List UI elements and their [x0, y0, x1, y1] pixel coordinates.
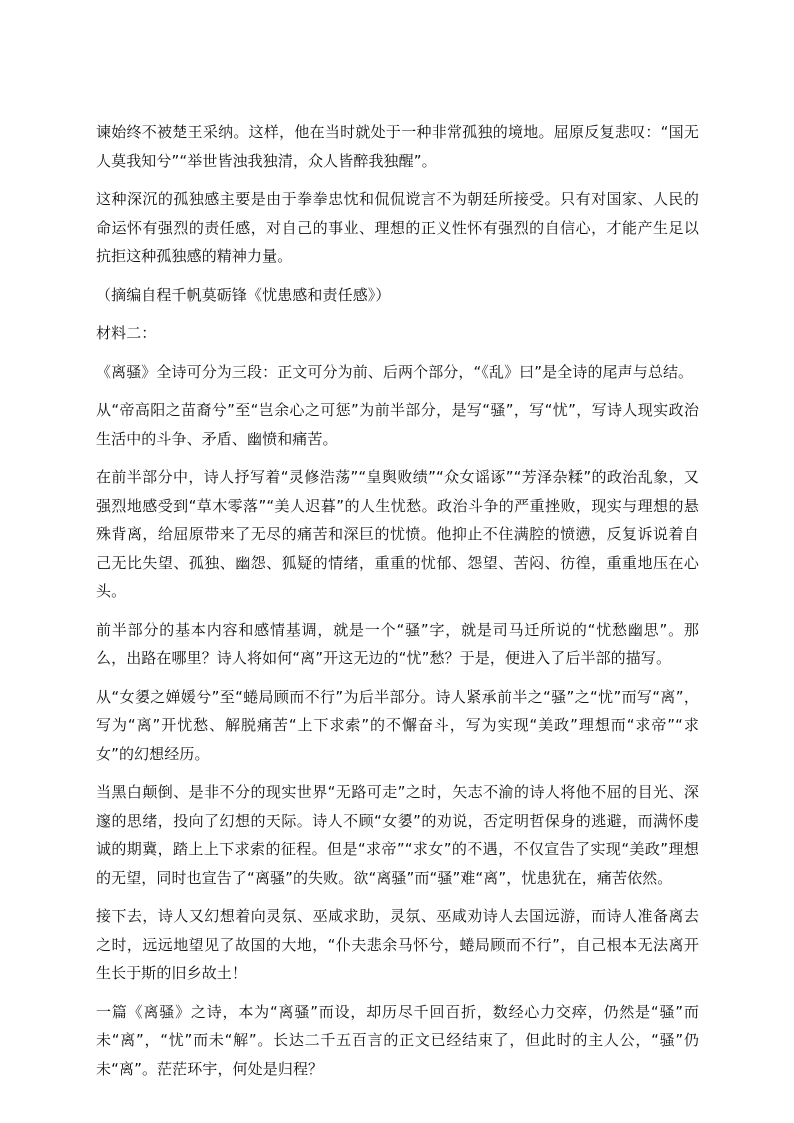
paragraph-5: 《离骚》全诗可分为三段：正文可分为前、后两个部分，“《乱》曰”是全诗的尾声与总结。 — [96, 362, 694, 381]
paragraph-11: 接下去，诗人又幻想着向灵氛、巫咸求助，灵氛、巫咸劝诗人去国远游，而诗人准备离去之时，远远地望见了故国的大地，“仆夫悲余马怀兮，蜷局顾而不行”，自己根本无法离开生长于斯的旧乡故土！ — [96, 907, 699, 982]
paragraph-10: 当黑白颠倒、是非不分的现实世界“无路可走”之时，矢志不渝的诗人将他不屈的目光、深邃的思绪，投向了幻想的天际。诗人不顾“女嬃”的劝说，否定明哲保身的逃避，而满怀虔诚的期冀，踏上上下求索的征程。但是“求帝”“求女”的不遇，不仅宣告了实现“美政”理想的无望，同时也宣告了“离骚”的失败。欲“离骚”而“骚”难“离”，忧患犹在，痛苦依然。 — [96, 783, 699, 887]
paragraph-12: 一篇《离骚》之诗，本为“离骚”而设，却历尽千回百折，数经心力交瘁，仍然是“骚”而未“离”，“忧”而未“解”。长达二千五百言的正文已经结束了，但此时的主人公，“骚”仍未“离”。茫茫环宇，何处是归程？ — [96, 1002, 699, 1078]
source-citation: （摘编自程千帆莫砺锋《忧患感和责任感》） — [96, 285, 391, 304]
paragraph-2: 这种深沉的孤独感主要是由于拳拳忠忱和侃侃谠言不为朝廷所接受。只有对国家、人民的命运怀有强烈的责任感，对自己的事业、理想的正义性怀有强烈的自信心，才能产生足以抗拒这种孤独感的精神力量。 — [96, 190, 699, 265]
paragraph-1: 谏始终不被楚王采纳。这样，他在当时就处于一种非常孤独的境地。屈原反复悲叹：“国无人莫我知兮”“举世皆浊我独清，众人皆醉我独醒”。 — [96, 123, 699, 170]
paragraph-9: 从“女嬃之婵媛兮”至“蜷局顾而不行”为后半部分。诗人紧承前半之“骚”之“忧”而写“离”，写为“离”开忧愁、解脱痛苦“上下求索”的不懈奋斗，写为实现“美政”理想而“求帝”“求女”的幻想经历。 — [96, 687, 699, 763]
paragraph-6: 从“帝高阳之苗裔兮”至“岂余心之可惩”为前半部分，是写“骚”，写“忧”，写诗人现实政治生活中的斗争、矛盾、幽愤和痛苦。 — [96, 401, 699, 448]
paragraph-7: 在前半部分中，诗人抒写着“灵修浩荡”“皇舆败绩”“众女谣诼”“芳泽杂糅”的政治乱象，又强烈地感受到“草木零落”“美人迟暮”的人生忧愁。政治斗争的严重挫败，现实与理想的悬殊背离，给屈原带来了无尽的痛苦和深巨的忧愤。他抑止不住满腔的愤懑，反复诉说着自己无比失望、孤独、幽怨、狐疑的情绪，重重的忧郁、怨望、苦闷、彷徨，重重地压在心头。 — [96, 468, 699, 600]
section-heading-material-two: 材料二： — [96, 324, 157, 342]
paragraph-8: 前半部分的基本内容和感情基调，就是一个“骚”字，就是司马迁所说的“忧愁幽思”。那么，出路在哪里？诗人将如何“离”开这无边的“忧”愁？于是，便进入了后半部的描写。 — [96, 620, 699, 667]
